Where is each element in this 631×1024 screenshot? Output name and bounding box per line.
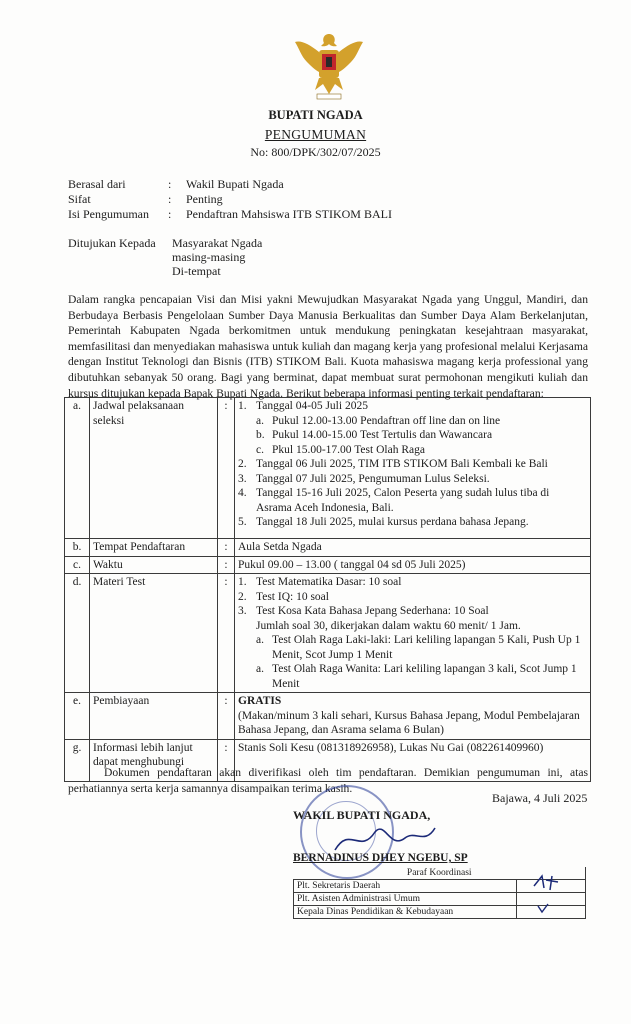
document-number: No: 800/DPK/302/07/2025 [250, 145, 381, 159]
table-row [65, 693, 591, 740]
schedule-item: Tanggal 15-16 Juli 2025, Calon Peserta yang sudah lulus tiba di Asrama Aceh Indonesia, Bali. [256, 487, 550, 514]
meta-colon: : [168, 207, 172, 221]
row-letter: d. [65, 574, 90, 693]
item-number: c. [256, 443, 264, 456]
table-row [65, 556, 591, 574]
intro-paragraph [68, 292, 588, 401]
test-subitem: Test Olah Raga Wanita: Lari keliling lapangan 3 kali, Scot Jump 1 Menit [272, 663, 577, 690]
item-number: 2. [238, 590, 247, 603]
meta-colon: : [168, 192, 172, 206]
schedule-item: Tanggal 18 Juli 2025, mulai kursus perdana bahasa Jepang. [256, 516, 529, 528]
test-item: Test IQ: 10 soal [256, 590, 329, 603]
office-heading: BUPATI NGADA [268, 108, 363, 122]
garuda-emblem [293, 30, 365, 106]
table-row [65, 539, 591, 557]
item-number: a. [256, 414, 264, 427]
item-number: a. [256, 634, 264, 646]
test-item: Test Kosa Kata Bahasa Jepang Sederhana: 10 Soal [256, 605, 489, 617]
initial-marks [530, 872, 570, 918]
schedule-item: Tanggal 04-05 Juli 2025 [256, 400, 368, 412]
item-number: 1. [238, 400, 247, 412]
intro-text: Dalam rangka pencapaian Visi dan Misi yakni Mewujudkan Masyarakat Ngada yang Unggul, Mandiri, dan Berbudaya Berbasis Pengelolaan Sumber Daya Manusia Berkualitas dan Sumber Daya Alam Berkelanjutan, Pemerintah Kabupaten Ngada berkomitmen untuk mendukung peningkatan kesejahtraan masyarakat, memfasilitasi dan menyediakan mahasiswa untuk kuliah dan magang kerja yang profesional melalui Kerjasama dengan Institut Teknologi dan Bisnis (ITB) STIKOM Bali. Kuota mahasiswa magang kerja professional yang dibutuhkan sebanyak 50 orang. Bagi yang berminat, dapat membuat surat permohonan mengikuti kuliah dan kursus ditujukan kepada Bapak Bupati Ngada. Berikut beberapa informasi penting terkait pendaftaran: [68, 293, 588, 400]
row-value: Pukul 09.00 – 13.00 ( tanggal 04 sd 05 Juli 2025) [235, 556, 591, 574]
item-number: 4. [238, 487, 247, 499]
meta-value-nature: Penting [186, 192, 223, 206]
row-letter: c. [65, 556, 90, 574]
row-colon: : [218, 556, 235, 574]
row-label: Waktu [90, 556, 218, 574]
cost-detail: (Makan/minum 3 kali sehari, Kursus Bahasa Jepang, Modul Pembelajaran Bahasa Jepang, dan Asrama selama 6 Bulan) [238, 709, 580, 736]
schedule-cell [235, 398, 591, 539]
info-table [64, 397, 591, 782]
recipient-line: masing-masing [172, 250, 246, 264]
row-colon: : [218, 574, 235, 693]
signature-name: BERNADINUS DHEY NGEBU, SP [293, 852, 468, 864]
row-letter: b. [65, 539, 90, 557]
item-number: 5. [238, 516, 247, 528]
signature-title: WAKIL BUPATI NGADA, [293, 808, 431, 822]
document-title: PENGUMUMAN [264, 127, 367, 142]
row-colon: : [218, 398, 235, 539]
meta-label-nature: Sifat [68, 192, 91, 206]
recipient-line: Di-tempat [172, 264, 221, 278]
test-item: Test Matematika Dasar: 10 soal [256, 576, 402, 588]
recipient-label: Ditujukan Kepada [68, 236, 156, 250]
schedule-item: Tanggal 07 Juli 2025, Pengumuman Lulus Seleksi. [256, 472, 490, 485]
row-colon: : [218, 693, 235, 740]
schedule-subitem: Pukul 14.00-15.00 Test Tertulis dan Wawancara [272, 429, 493, 441]
row-value: Stanis Soli Kesu (081318926958), Lukas Nu Gai (082261409960) [235, 739, 591, 781]
item-number: 3. [238, 472, 247, 485]
item-number: a. [256, 663, 264, 675]
meta-value-from: Wakil Bupati Ngada [186, 177, 284, 191]
place-date: Bajawa, 4 Juli 2025 [492, 791, 588, 805]
meta-label-from: Berasal dari [68, 177, 126, 191]
cost-free: GRATIS [238, 695, 282, 707]
cost-cell [235, 693, 591, 740]
row-label: Informasi lebih lanjut dapat menghubungi [90, 739, 218, 781]
test-subitem: Test Olah Raga Laki-laki: Lari keliling lapangan 5 Kali, Push Up 1 Menit, Scot Jump 1 Menit [272, 634, 581, 661]
closing-text: Dokumen pendaftaran akan diverifikasi oleh tim pendaftaran. Demikian pengumuman ini, atas perhatiannya serta kerja samannya disampaikan terima kasih. [68, 766, 588, 795]
item-number: 2. [238, 458, 247, 470]
test-material-cell [235, 574, 591, 693]
test-note: Jumlah soal 30, dikerjakan dalam waktu 60 menit/ 1 Jam. [256, 619, 521, 632]
coordination-role: Plt. Asisten Administrasi Umum [294, 893, 517, 906]
meta-label-content: Isi Pengumuman [68, 207, 149, 221]
row-colon: : [218, 539, 235, 557]
row-letter: e. [65, 693, 90, 740]
row-label: Pembiayaan [90, 693, 218, 740]
recipient-line: Masyarakat Ngada [172, 236, 263, 250]
coordination-role: Kepala Dinas Pendidikan & Kebudayaan [294, 906, 517, 919]
item-number: 1. [238, 576, 247, 588]
row-letter: g. [65, 739, 90, 781]
table-row [65, 574, 591, 693]
row-label: Tempat Pendaftaran [90, 539, 218, 557]
meta-value-content: Pendaftran Mahsiswa ITB STIKOM BALI [186, 207, 392, 221]
meta-colon: : [168, 177, 172, 191]
row-label: Jadwal pelaksanaan seleksi [90, 398, 218, 539]
row-label: Materi Test [90, 574, 218, 693]
schedule-item: Tanggal 06 Juli 2025, TIM ITB STIKOM Bali Kembali ke Bali [256, 458, 548, 470]
row-letter: a. [65, 398, 90, 539]
row-value: Aula Setda Ngada [235, 539, 591, 557]
schedule-subitem: Pukul 12.00-13.00 Pendaftran off line dan on line [272, 414, 501, 427]
coordination-header: Paraf Koordinasi [294, 867, 586, 880]
item-number: 3. [238, 605, 247, 617]
table-row [65, 398, 591, 539]
coordination-role: Plt. Sekretaris Daerah [294, 880, 517, 893]
schedule-subitem: Pkul 15.00-17.00 Test Olah Raga [272, 443, 425, 456]
row-colon: : [218, 739, 235, 781]
item-number: b. [256, 429, 265, 441]
